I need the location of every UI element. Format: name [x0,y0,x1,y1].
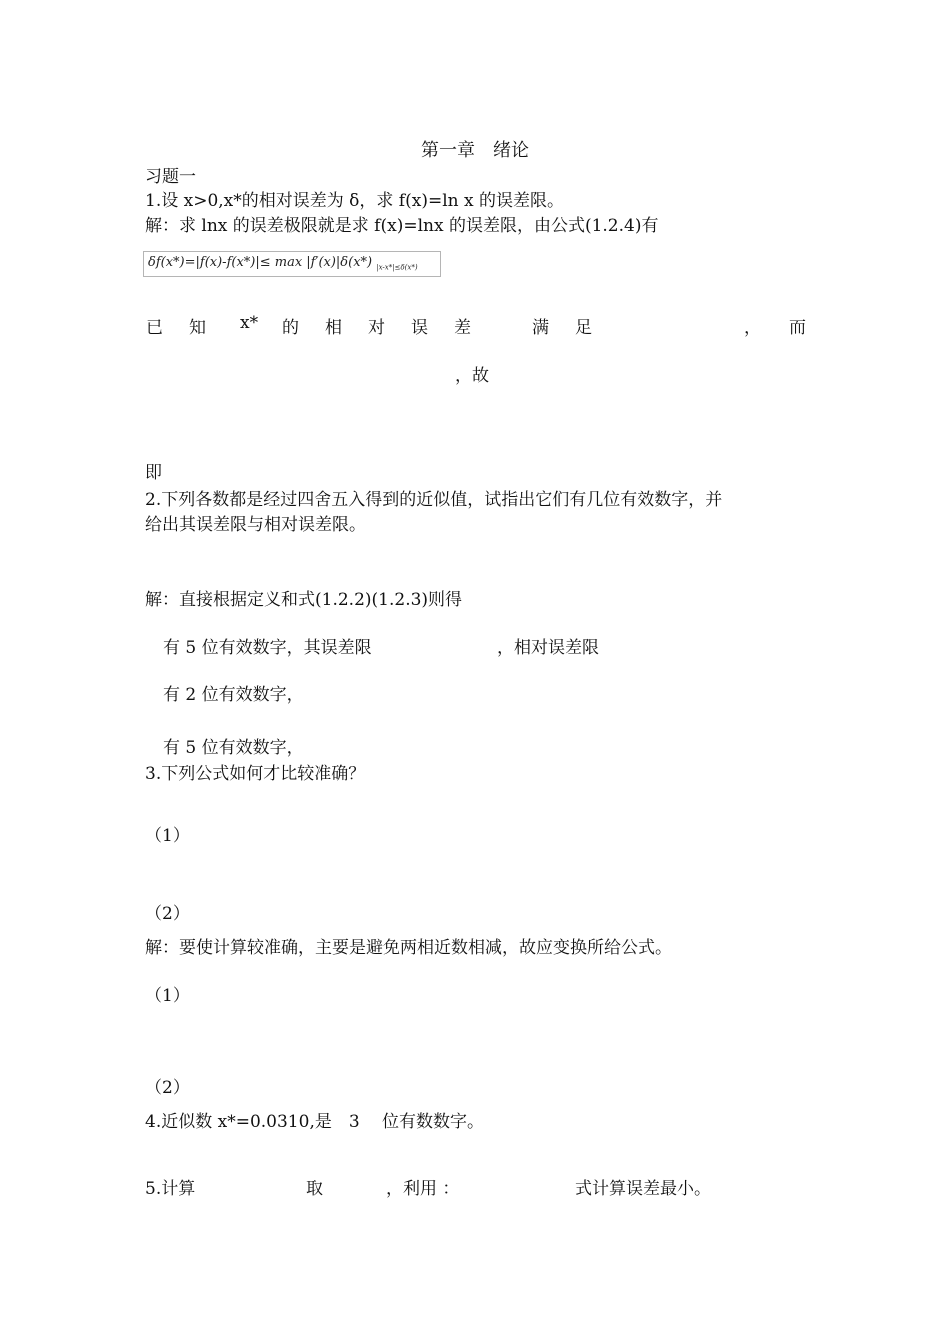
q2-statement-line1: 2.下列各数都是经过四舍五入得到的近似值，试指出它们有几位有效数字，并 [145,490,723,510]
known-char-6: 误 [411,318,428,338]
q4-text: 4.近似数 x*=0.0310,是 3 位有数数字。 [145,1112,485,1132]
q3-item2: （2） [145,904,190,924]
known-char-0: 已 [146,318,163,338]
q2-solution-intro: 解：直接根据定义和式(1.2.2)(1.2.3)则得 [145,590,463,610]
known-char-9: 足 [575,318,592,338]
formula-range: |x-x*|≤δ(x*) [376,263,418,272]
q1-ji: 即 [145,463,162,483]
known-char-1: 知 [189,318,206,338]
q1-therefore: ，故 [455,366,489,386]
known-char-10: ， [744,318,761,338]
q2-answer1-left: 有 5 位有效数字，其误差限 [163,638,372,658]
q2-statement-line2: 给出其误差限与相对误差限。 [145,515,366,535]
formula-text: δf(x*)=|f(x)-f(x*)|≤ max |f′(x)|δ(x*) [148,255,373,270]
q5-part1: 5.计算 [145,1179,196,1199]
q1-solution-intro: 解：求 lnx 的误差极限就是求 f(x)=lnx 的误差限，由公式(1.2.4)有 [145,216,659,236]
q3-sol-item2: （2） [145,1078,190,1098]
known-char-11: 而 [789,318,806,338]
known-char-4: 相 [325,318,342,338]
known-char-2: x* [240,313,259,333]
known-char-3: 的 [282,318,299,338]
chapter-title: 第一章 绪论 [421,140,529,161]
q2-answer1-right: ，相对误差限 [497,638,599,658]
known-char-8: 满 [532,318,549,338]
q3-item1: （1） [145,826,190,846]
q2-answer2: 有 2 位有效数字， [163,685,304,705]
section-title: 习题一 [145,167,196,187]
q5-part3: ，利用 ： [386,1179,460,1199]
q3-sol-item1: （1） [145,986,190,1006]
q1-statement: 1.设 x>0,x*的相对误差为 δ，求 f(x)=ln x 的误差限。 [145,191,564,211]
q5-part2: 取 [306,1179,323,1199]
q2-answer3: 有 5 位有效数字， [163,738,304,758]
known-char-5: 对 [368,318,385,338]
q3-statement: 3.下列公式如何才比较准确？ [145,764,366,784]
q5-part4: 式计算误差最小。 [575,1179,711,1199]
formula-image [143,251,441,277]
known-char-7: 差 [454,318,471,338]
q3-solution-intro: 解：要使计算较准确，主要是避免两相近数相减，故应变换所给公式。 [145,938,672,958]
